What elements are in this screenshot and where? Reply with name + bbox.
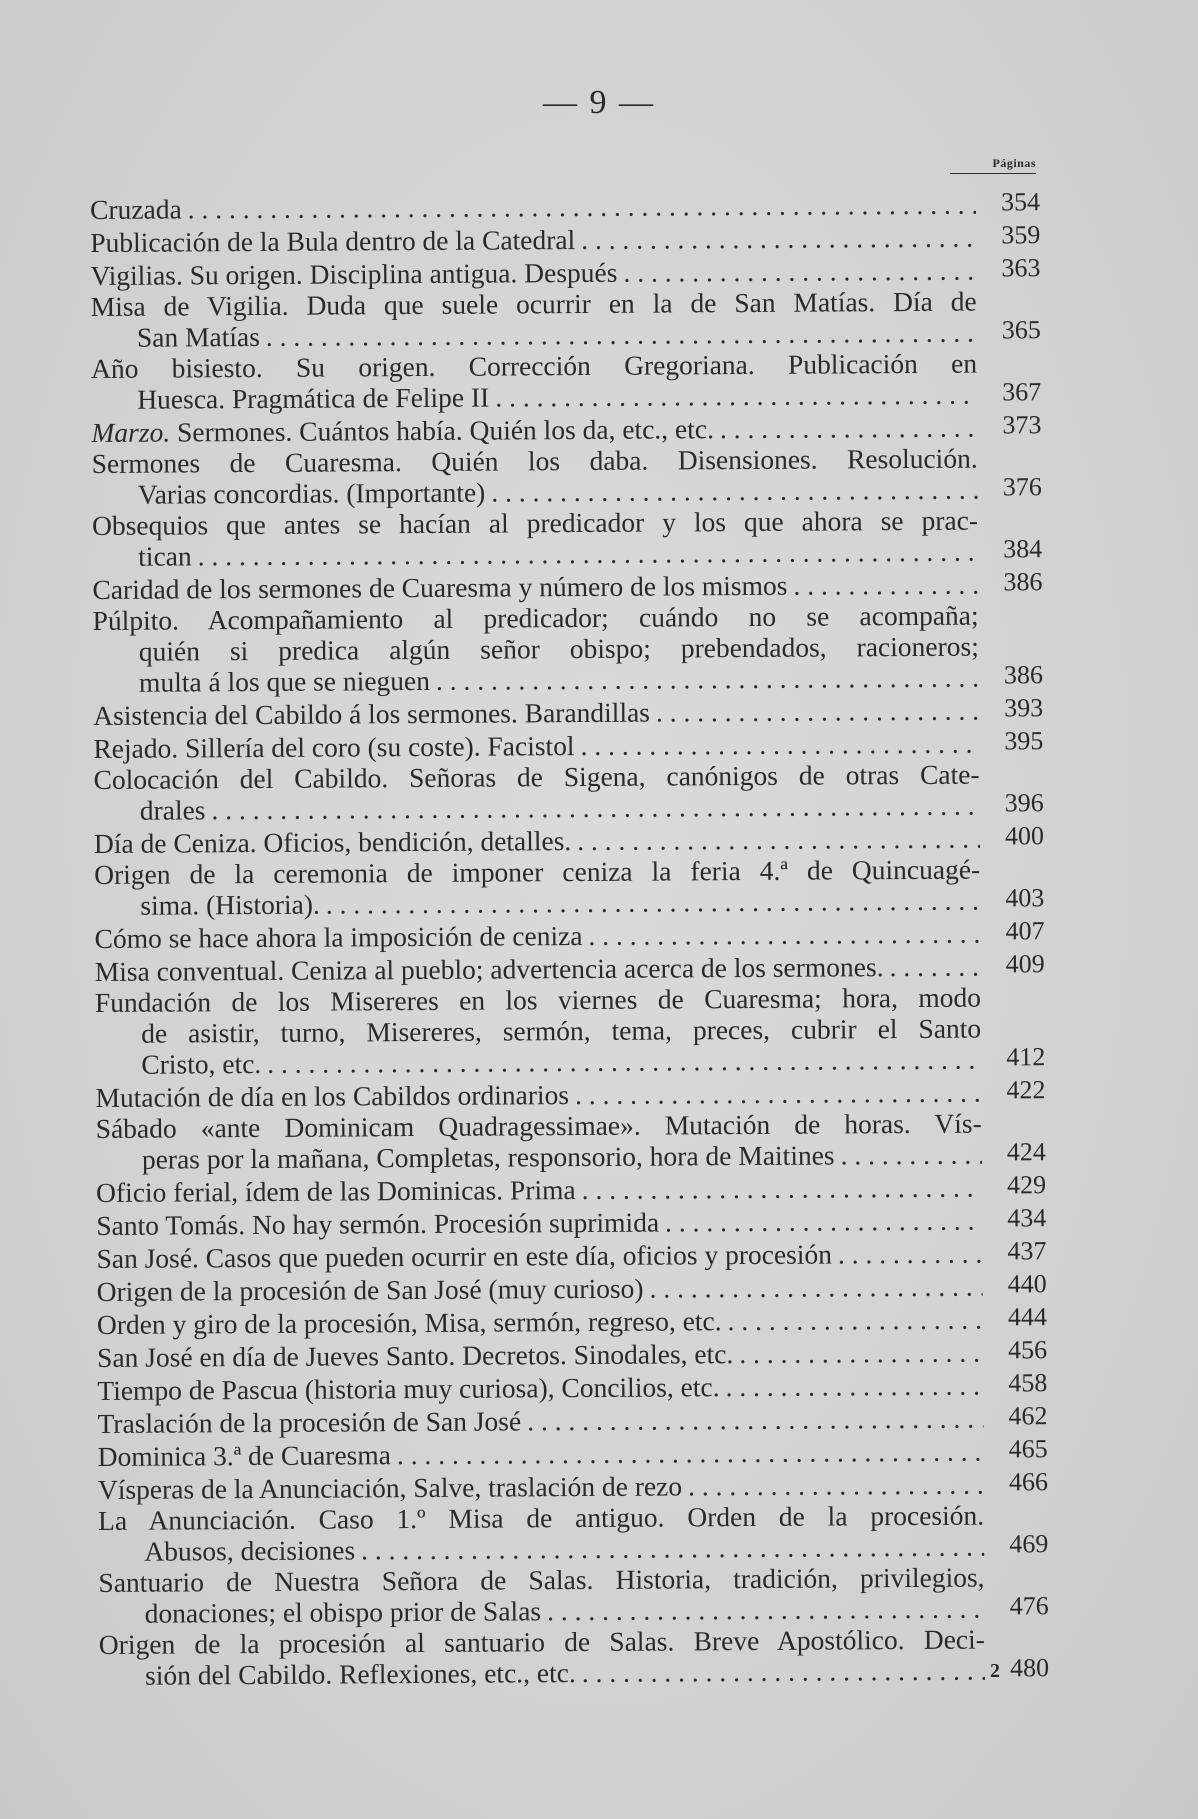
- toc-entry-page: 386: [1003, 567, 1043, 597]
- toc-entry-line: [97, 1304, 983, 1340]
- toc-entry-text: [96, 1238, 982, 1274]
- toc-entry-text: [96, 1108, 982, 1175]
- toc-entry-line: quién si predica algún señor obispo; prebendados, racioneros;: [138, 630, 979, 667]
- toc-entry-page: 354: [1000, 187, 1041, 217]
- toc-entry-text: [99, 1624, 985, 1691]
- toc-entry-line: La Anunciación. Caso 1.º Misa de antiguo. Orden de la procesión.: [98, 1499, 985, 1536]
- toc-entry-page: 466: [1008, 1467, 1048, 1497]
- toc-entry-line: Santuario de Nuestra Señora de Salas. Historia, tradición, privilegios,: [98, 1561, 985, 1598]
- dot-leader: [682, 1469, 984, 1502]
- dot-leader: [485, 474, 978, 508]
- toc-entry-line-text: Huesca. Pragmática de Felipe II: [137, 381, 490, 415]
- toc-entry-line-text: Varias concordias. (Importante): [137, 476, 486, 510]
- dot-leader: [643, 1271, 982, 1304]
- toc-entry-text: [98, 1436, 984, 1472]
- dot-leader: [261, 1044, 981, 1079]
- toc-entry-line: Púlpito. Acompañamiento al predicador; cuándo no se acompaña;: [92, 599, 979, 636]
- toc-entry-line-text: Misa conventual. Ceniza al pueblo; advertencia acerca de los sermones.: [94, 951, 884, 987]
- toc-entry-line-text: Traslación de la procesión de San José: [97, 1405, 522, 1439]
- toc-entry-page: 412: [1006, 1042, 1046, 1072]
- toc-entry-page: 469: [1009, 1529, 1049, 1559]
- dot-leader: [320, 885, 981, 920]
- toc-entry: [90, 219, 1040, 258]
- toc-entry-line: [94, 918, 980, 954]
- toc-entry-line-text: Dominica 3.ª de Cuaresma: [97, 1439, 392, 1472]
- toc-entry-line-text: Rejado. Sillería del coro (su coste). Facistol: [93, 730, 575, 764]
- toc-entry: [90, 186, 1040, 225]
- toc-entry-line-text: Asistencia del Cabildo á los sermones. Barandillas: [93, 696, 651, 731]
- toc-entry-line: [96, 1139, 982, 1175]
- toc-entry-page: 384: [1003, 534, 1043, 564]
- toc-entry-line: [90, 189, 976, 225]
- dot-leader: [650, 695, 979, 728]
- toc-entry-line: Origen de la ceremonia de imponer ceniza la feria 4.ª de Quincuagé-: [94, 853, 981, 890]
- toc-entry: [93, 599, 1044, 698]
- toc-entry-line: [97, 1337, 983, 1373]
- toc-entry-text: [92, 443, 978, 510]
- dot-leader: [582, 918, 980, 951]
- toc-entry-line-text: peras por la mañana, Completas, responsorio, hora de Maitines: [141, 1139, 835, 1175]
- toc-entry-page: 359: [1001, 220, 1041, 250]
- toc-entry-line: [93, 662, 979, 698]
- toc-entry-text: [90, 189, 976, 225]
- toc-entry-text: [92, 505, 978, 572]
- toc-entry-page: 440: [1007, 1269, 1047, 1299]
- toc-entry-text: [97, 1271, 983, 1307]
- toc-entry: [98, 1433, 1048, 1472]
- toc-entry-page: 462: [1008, 1401, 1048, 1431]
- toc-entry-text: [97, 1370, 983, 1406]
- toc-entry-line-text: Día de Ceniza. Oficios, bendición, detalles.: [93, 825, 572, 859]
- toc-entry-line: [99, 1655, 985, 1691]
- toc-entry-line: Misa de Vigilia. Duda que suele ocurrir en la de San Matías. Día de: [90, 285, 977, 322]
- toc-entry-page: 480: [1009, 1653, 1050, 1683]
- toc-entry-page: 465: [1008, 1434, 1048, 1464]
- toc-entry-line: [93, 695, 979, 731]
- toc-entry-page: 393: [1004, 693, 1044, 723]
- dot-leader: [576, 1655, 985, 1688]
- dot-leader: [733, 1337, 983, 1370]
- toc-entry: [92, 442, 1042, 510]
- toc-entry-line: Origen de la procesión al santuario de Salas. Breve Apostólico. Deci-: [98, 1623, 985, 1660]
- toc-entry-line: [91, 379, 977, 415]
- toc-entry: [91, 285, 1041, 353]
- toc-entry: [92, 504, 1042, 572]
- dot-leader: [541, 1593, 985, 1627]
- toc-entry: [93, 758, 1043, 826]
- dot-leader: [574, 728, 979, 761]
- toc-entry: [95, 981, 1046, 1080]
- toc-entry-line-text: Marzo. Sermones. Cuántos había. Quién los da, etc., etc.: [91, 413, 715, 448]
- toc-entry-line-text: Tiempo de Pascua (historia muy curiosa), Concilios, etc.: [97, 1371, 720, 1406]
- toc-entry-page: 365: [1001, 315, 1041, 345]
- dot-leader: [489, 379, 977, 413]
- dot-leader: [576, 1172, 983, 1205]
- toc-entry-line-text: Abusos, decisiones: [144, 1534, 356, 1567]
- toc-entry-line-text: Caridad de los sermones de Cuaresma y número de los mismos: [92, 569, 788, 605]
- dot-leader: [832, 1238, 983, 1270]
- toc-entry-text: [91, 286, 977, 353]
- dot-leader: [714, 412, 978, 445]
- toc-entry: [93, 692, 1043, 731]
- toc-entry: [97, 1268, 1047, 1307]
- toc-entry-page: 437: [1007, 1236, 1047, 1266]
- toc-entry-line-text: sión del Cabildo. Reflexiones, etc., etc.: [144, 1657, 576, 1691]
- dot-leader: [260, 317, 977, 352]
- toc-entry-text: [97, 1337, 983, 1373]
- dot-leader: [617, 255, 976, 288]
- toc-entry-page: 456: [1008, 1335, 1048, 1365]
- toc-entry-line: [96, 1238, 982, 1274]
- dot-leader: [192, 536, 979, 572]
- toc-entry-line: [95, 1044, 981, 1080]
- dot-leader: [883, 951, 980, 983]
- toc-entry-line-text: multa á los que se nieguen: [138, 664, 431, 698]
- toc-entry-line-text: Cristo, etc.: [141, 1047, 262, 1080]
- pages-column-header: Páginas: [950, 156, 1036, 174]
- dot-leader: [659, 1205, 982, 1238]
- toc-entry-text: [96, 1172, 982, 1208]
- toc-entry-text: [93, 759, 979, 826]
- toc-entry: [98, 1499, 1048, 1567]
- toc-entry-line-text: San José. Casos que pueden ocurrir en este día, oficios y procesión: [96, 1238, 833, 1274]
- toc-entry-line: [92, 536, 978, 572]
- toc-entry-line-text: Vísperas de la Anunciación, Salve, traslación de rezo: [97, 1470, 683, 1505]
- dot-leader: [721, 1304, 983, 1337]
- dot-leader: [391, 1436, 984, 1471]
- dot-leader: [834, 1139, 982, 1171]
- toc-entry-line: [97, 1370, 983, 1406]
- toc-entry-line: [97, 1403, 983, 1439]
- toc-entry-page: 422: [1006, 1075, 1046, 1105]
- printer-signature-mark: 2: [990, 1660, 1000, 1682]
- toc-entry-line-text: sima. (Historia).: [140, 888, 320, 921]
- dot-leader: [182, 189, 977, 225]
- dot-leader: [575, 222, 976, 255]
- toc-entry-line: [98, 1436, 984, 1472]
- toc-entry-line-text: Vigilias. Su origen. Disciplina antigua. Después: [90, 256, 618, 291]
- toc-entry-text: [90, 222, 976, 258]
- toc-entry-page: 376: [1002, 472, 1042, 502]
- dot-leader: [430, 662, 979, 696]
- toc-entry-page: 424: [1006, 1137, 1046, 1167]
- toc-entry-line: [97, 1271, 983, 1307]
- toc-entry-text: [95, 982, 982, 1080]
- toc-entry-text: [98, 1500, 984, 1567]
- toc-entry-line-text: San José en día de Jueves Santo. Decretos. Sinodales, etc.: [97, 1338, 734, 1373]
- toc-entry-page: 476: [1009, 1591, 1049, 1621]
- toc-entry-line: Sermones de Cuaresma. Quién los daba. Disensiones. Resolución.: [91, 442, 978, 479]
- toc-entry-page: 407: [1005, 916, 1045, 946]
- toc-entry-line: [96, 1172, 982, 1208]
- toc-entry-line-text: Oficio ferial, ídem de las Dominicas. Prima: [96, 1174, 576, 1208]
- toc-entry-line-text: Orden y giro de la procesión, Misa, sermón, regreso, etc.: [96, 1305, 722, 1340]
- toc-entry: [96, 1202, 1046, 1241]
- toc-entry-text: [96, 1205, 982, 1241]
- toc-entry-page: 363: [1001, 253, 1041, 283]
- dot-leader: [205, 790, 980, 826]
- toc-entry-text: [94, 854, 980, 921]
- toc-entry-line-text: donaciones; el obispo prior de Salas: [144, 1595, 542, 1629]
- toc-entry-line: [96, 1205, 982, 1241]
- toc-entry-text: [93, 600, 980, 698]
- toc-entry-text: [94, 918, 980, 954]
- dot-leader: [521, 1403, 984, 1437]
- toc-entry: [98, 1561, 1048, 1629]
- toc-entry-line-text: drales: [139, 794, 206, 826]
- toc-entry-line: Fundación de los Misereres en los viernes de Cuaresma; hora, modo: [94, 981, 982, 1018]
- dot-leader: [787, 569, 978, 601]
- toc-entry-page: 395: [1004, 726, 1044, 756]
- toc-entry-text: [93, 695, 979, 731]
- page-number: — 9 —: [543, 84, 655, 121]
- toc-entry-text: [97, 1304, 983, 1340]
- toc-entry-line-text: Origen de la procesión de San José (muy curioso): [96, 1272, 644, 1307]
- toc-entry-line-text: San Matías: [136, 320, 260, 353]
- dot-leader: [355, 1531, 984, 1566]
- toc-entry: [97, 1301, 1047, 1340]
- table-of-contents: [90, 186, 1049, 1691]
- toc-entry: [94, 853, 1044, 921]
- toc-entry-page: 409: [1005, 949, 1045, 979]
- toc-entry: [99, 1623, 1049, 1691]
- toc-entry-page: 434: [1007, 1203, 1047, 1233]
- toc-entry: [97, 1400, 1047, 1439]
- toc-entry: [96, 1169, 1046, 1208]
- toc-entry-text: [91, 348, 977, 415]
- dot-leader: [719, 1370, 983, 1403]
- dot-leader: [569, 1077, 982, 1111]
- toc-entry: [91, 347, 1041, 415]
- toc-entry: [94, 915, 1044, 954]
- toc-entry-line: [94, 885, 980, 921]
- toc-entry-page: 458: [1008, 1368, 1048, 1398]
- toc-entry-page: 396: [1004, 788, 1044, 818]
- toc-entry-line-text: Santo Tomás. No hay sermón. Procesión suprimida: [96, 1206, 660, 1241]
- toc-entry-text: [97, 1403, 983, 1439]
- toc-entry-line-text: Publicación de la Bula dentro de la Catedral: [90, 224, 576, 258]
- toc-entry-page: 373: [1002, 410, 1042, 440]
- toc-entry-line-text: Mutación de día en los Cabildos ordinarios: [95, 1079, 570, 1113]
- toc-entry: [97, 1334, 1047, 1373]
- toc-entry: [96, 1235, 1046, 1274]
- toc-entry-line-text: Cómo se hace ahora la imposición de ceniza: [94, 920, 583, 954]
- toc-entry-line: de asistir, turno, Misereres, sermón, tema, preces, cubrir el Santo: [141, 1012, 982, 1049]
- toc-entry: [97, 1367, 1047, 1406]
- toc-entry-page: 444: [1007, 1302, 1047, 1332]
- toc-entry-text: [98, 1562, 984, 1629]
- dot-leader: [571, 823, 980, 856]
- toc-entry-line: Obsequios que antes se hacían al predicador y los que ahora se prac-: [91, 504, 979, 541]
- toc-entry-line: Sábado «ante Dominicam Quadragessimae». Mutación de horas. Vís-: [95, 1107, 982, 1144]
- toc-entry-page: 386: [1003, 660, 1044, 690]
- toc-entry-page: 367: [1002, 377, 1042, 407]
- toc-entry-line-text: tican: [138, 540, 192, 572]
- toc-entry-line: Colocación del Cabildo. Señoras de Sigena, canónigos de otras Cate-: [93, 758, 980, 795]
- toc-entry-line: [94, 790, 980, 826]
- toc-entry-line: [90, 222, 976, 258]
- toc-entry-page: 403: [1005, 883, 1045, 913]
- toc-entry: [96, 1107, 1046, 1175]
- toc-entry-page: 429: [1006, 1170, 1047, 1200]
- toc-entry-line-text: Cruzada: [90, 193, 182, 225]
- toc-entry-line: Año bisiesto. Su origen. Corrección Gregoriana. Publicación en: [90, 347, 978, 384]
- toc-entry-page: 400: [1004, 821, 1045, 851]
